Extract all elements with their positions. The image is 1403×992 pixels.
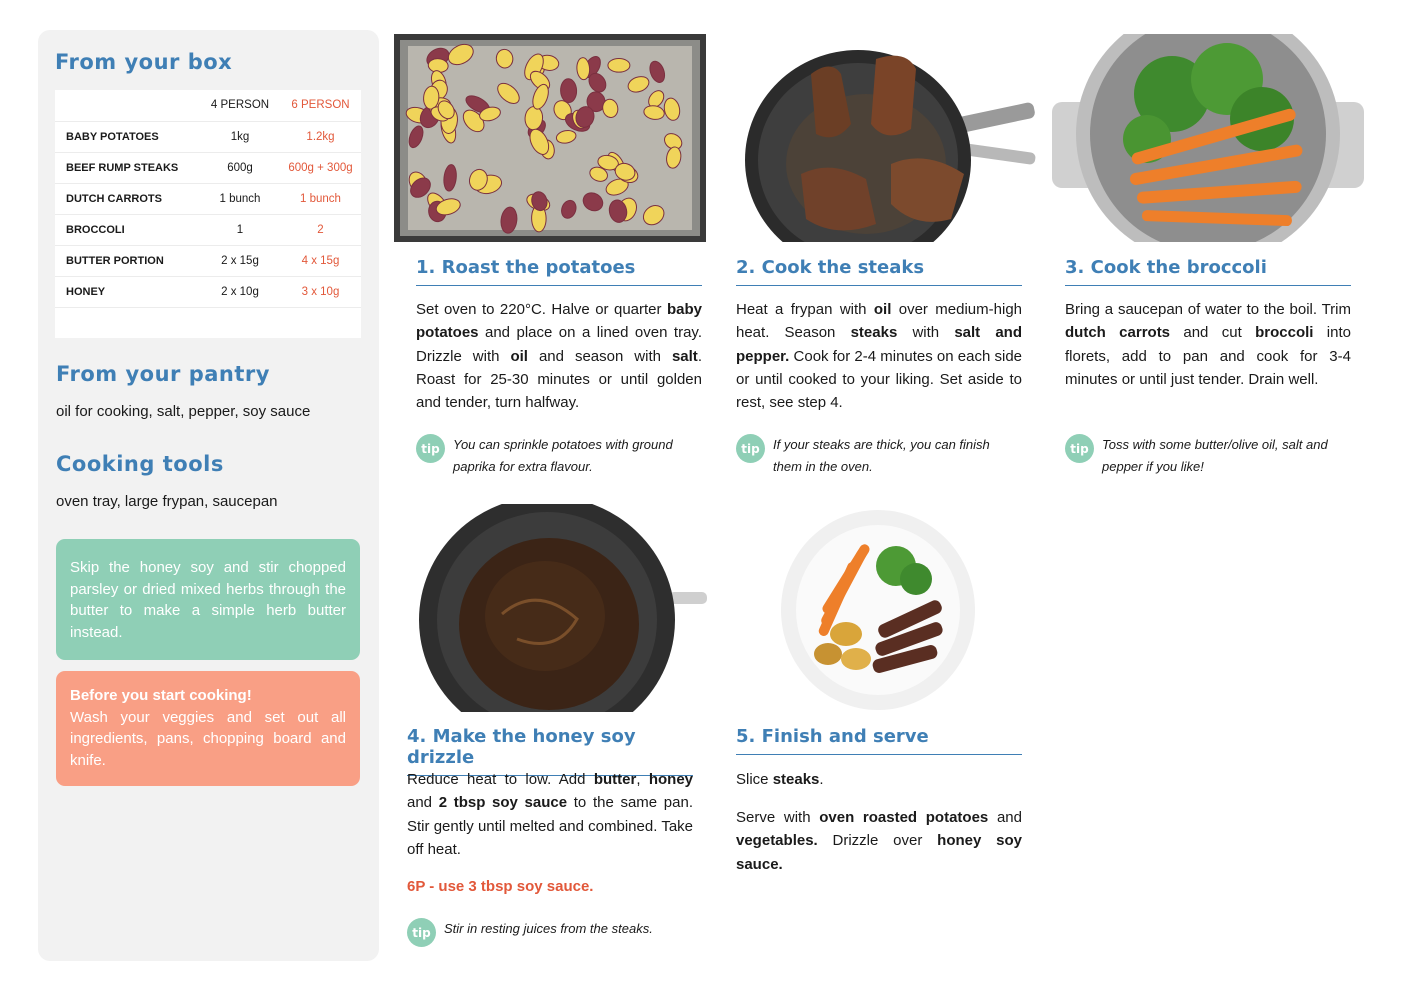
table-row [55,121,361,152]
ingredient-6p: 4 x 15g [280,245,361,276]
bold-ingredient: honey soy sauce. [736,832,1022,873]
ingredient-name: DUTCH CARROTS [55,183,200,214]
text-segment: with [897,324,955,342]
bold-ingredient: salt and pepper. [736,324,1022,365]
bold-ingredient: steaks [772,771,820,788]
ingredient-name: BEEF RUMP STEAKS [55,152,200,183]
step-2-tip [736,434,1022,477]
step-4-title: 4. Make the honey soy drizzle [407,726,693,776]
bold-ingredient: dutch carrots [1065,324,1171,342]
bold-ingredient: salt [671,347,698,365]
cooking-tools-title: Cooking tools [56,452,224,476]
table-row [55,214,361,245]
ingredient-6p: 2 [280,214,361,245]
step-2-title: 2. Cook the steaks [736,257,1022,286]
tip-text: Stir in resting juices from the steaks. [444,921,653,936]
step-5-title: 5. Finish and serve [736,726,1022,755]
tip-text: If your steaks are thick, you can finish them in the oven. [773,437,990,474]
bold-ingredient: oil [873,301,892,318]
potato-wedge [608,58,630,72]
table-row-spacer [55,307,361,338]
table-row [55,245,361,276]
herb-butter-note-text: Skip the honey soy and stir chopped parsley or dried mixed herbs through the butter to make a simple herb butter instead. [70,559,346,641]
step-2-text [736,298,1022,414]
before-cooking-heading: Before you start cooking! [70,687,252,704]
table-header-6-person: 6 PERSON [280,90,361,121]
honey-soy-pan-photo [407,504,707,712]
text-segment: and cut [1170,324,1256,342]
text-segment: Slice [736,771,773,788]
roasted-potatoes-tray-photo [394,34,706,242]
table-header-empty [55,90,200,121]
bold-ingredient: honey [648,771,694,788]
from-your-box-title: From your box [55,50,233,74]
ingredient-name: HONEY [55,276,200,307]
tip-badge-icon: tip [1065,434,1094,463]
ingredient-6p: 1 bunch [280,183,361,214]
ingredient-name: BABY POTATOES [55,121,200,152]
text-segment: Drizzle over [817,832,938,850]
text-segment: . Roast for 25-30 minutes or until golden and tender, turn halfway. [416,347,702,412]
text-segment: , [636,771,649,788]
step-1-text [416,298,702,414]
text-segment: over medium-high heat. Season [736,301,1022,342]
text-segment: to the same pan. Stir gently until melted and combined. Take off heat. [407,794,693,858]
table-row [55,183,361,214]
potato-wedge [560,78,577,102]
text-segment: Serve with [736,809,820,826]
ingredient-4p: 2 x 15g [200,245,280,276]
step-3-title: 3. Cook the broccoli [1065,257,1351,286]
bold-ingredient: oven roasted potatoes [819,809,989,826]
ingredient-name: BROCCOLI [55,214,200,245]
ingredient-6p: 3 x 10g [280,276,361,307]
step-1-title: 1. Roast the potatoes [416,257,702,286]
tip-badge-icon: tip [416,434,445,463]
steaks-in-frypan-photo [736,34,1036,242]
text-segment: Cook for 2-4 minutes on each side or until cooked to your liking. Set aside to rest, see step 4. [736,347,1022,412]
cooking-tools-text: oven tray, large frypan, saucepan [56,493,278,510]
text-segment: Reduce heat to low. Add [407,771,594,788]
step-5-serve-text [736,806,1022,876]
bold-ingredient: baby potatoes [416,301,702,342]
table-header-4-person: 4 PERSON [200,90,280,121]
ingredient-4p: 1kg [200,121,280,152]
text-segment: and season with [527,347,672,365]
pantry-text: oil for cooking, salt, pepper, soy sauce [56,403,311,420]
tip-badge-icon: tip [736,434,765,463]
step-3-tip [1065,434,1351,477]
bold-ingredient: steaks [850,324,898,342]
ingredient-6p: 600g + 300g [280,152,361,183]
bold-ingredient: vegetables. [736,832,818,850]
text-segment: into florets, add to pan and cook for 3-4 minutes or until just tender. Drain well. [1065,324,1351,388]
step-4-text [407,768,693,861]
text-segment: and place on a lined oven tray. Drizzle with [416,324,702,365]
text-segment: . [819,771,824,788]
text-segment: and [407,794,439,812]
tip-badge-icon: tip [407,918,436,947]
tip-text: You can sprinkle potatoes with ground paprika for extra flavour. [453,437,673,474]
step-4-tip [407,918,693,947]
herb-butter-note [56,539,360,660]
carrots-broccoli-colander-photo [1052,34,1364,242]
ingredient-name: BUTTER PORTION [55,245,200,276]
text-segment: Set oven to 220°C. Halve or quarter [416,301,667,318]
ingredient-4p: 600g [200,152,280,183]
before-cooking-text: Wash your veggies and set out all ingredients, pans, chopping board and knife. [70,708,346,769]
text-segment: Heat a frypan with [736,301,874,318]
bold-ingredient: broccoli [1255,324,1314,342]
bold-ingredient: oil [510,347,528,365]
bold-ingredient: 2 tbsp soy sauce [438,794,568,812]
table-row [55,276,361,307]
table-row [55,152,361,183]
text-segment: Bring a saucepan of water to the boil. Trim [1065,301,1351,318]
step-1-tip [416,434,702,477]
ingredient-4p: 1 [200,214,280,245]
ingredient-6p: 1.2kg [280,121,361,152]
from-your-pantry-title: From your pantry [56,362,270,386]
ingredient-4p: 1 bunch [200,183,280,214]
ingredient-4p: 2 x 10g [200,276,280,307]
tip-text: Toss with some butter/olive oil, salt and pepper if you like! [1102,437,1328,474]
ingredients-table [55,90,361,338]
before-cooking-note [56,671,360,786]
text-segment: and [988,809,1022,826]
step-5-text [736,768,1022,791]
table-header-row [55,90,361,121]
step-4-6p-note: 6P - use 3 tbsp soy sauce. [407,878,594,895]
bold-ingredient: butter [593,771,637,788]
step-3-text [1065,298,1351,391]
plated-dish-photo [736,504,1036,712]
